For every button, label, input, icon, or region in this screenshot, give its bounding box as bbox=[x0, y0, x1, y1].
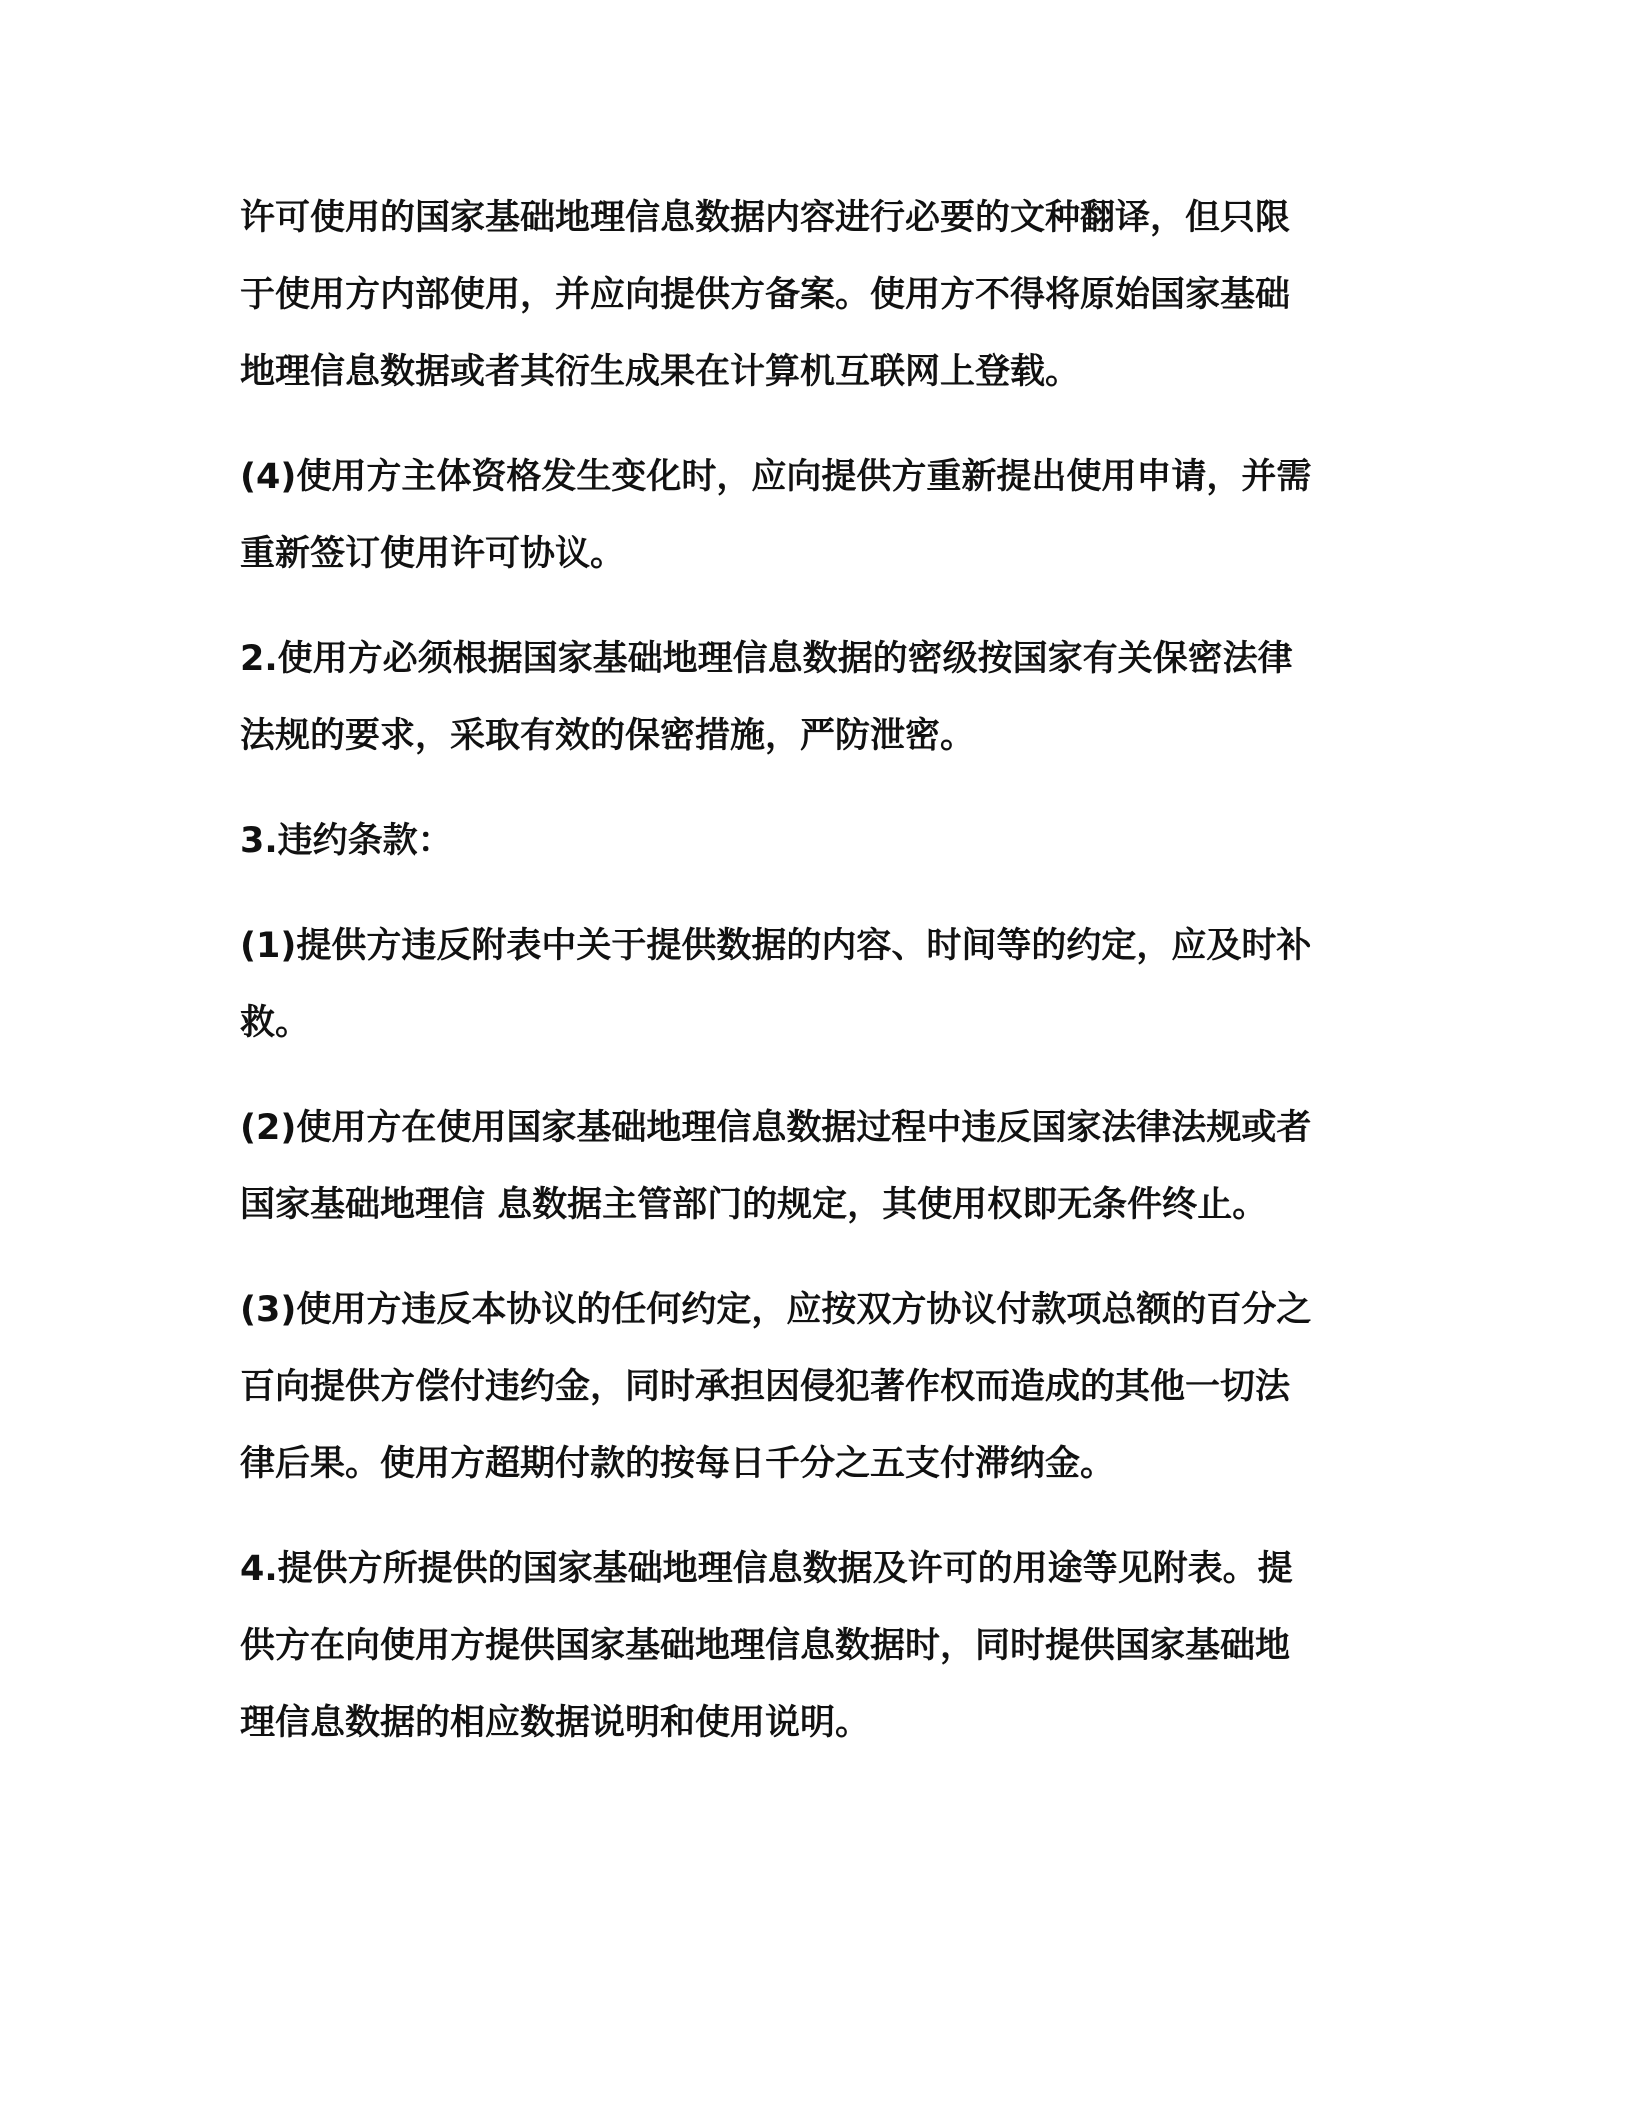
text-line: 4.提供方所提供的国家基础地理信息数据及许可的用途等见附表。提 bbox=[240, 1549, 1293, 1589]
section-heading: 3.违约条款： bbox=[240, 821, 453, 861]
text-line: 于使用方内部使用，并应向提供方备案。使用方不得将原始国家基础 bbox=[240, 275, 1291, 315]
paragraph-translation-clause bbox=[240, 180, 1370, 411]
paragraph-item-3 bbox=[240, 1272, 1370, 1503]
paragraph-section-3-heading bbox=[240, 803, 1370, 880]
text-line: (1)提供方违反附表中关于提供数据的内容、时间等的约定，应及时补 bbox=[240, 926, 1312, 966]
text-line: 理信息数据的相应数据说明和使用说明。 bbox=[240, 1703, 871, 1743]
text-line: (2)使用方在使用国家基础地理信息数据过程中违反国家法律法规或者 bbox=[240, 1108, 1312, 1148]
text-line: 救。 bbox=[240, 1003, 311, 1043]
paragraph-item-1 bbox=[240, 908, 1370, 1062]
text-line: 2.使用方必须根据国家基础地理信息数据的密级按国家有关保密法律 bbox=[240, 639, 1293, 679]
document-body bbox=[240, 180, 1370, 1790]
paragraph-section-4 bbox=[240, 1531, 1370, 1762]
text-line: 供方在向使用方提供国家基础地理信息数据时，同时提供国家基础地 bbox=[240, 1626, 1291, 1666]
text-line: 重新签订使用许可协议。 bbox=[240, 534, 626, 574]
paragraph-item-2 bbox=[240, 1090, 1370, 1244]
text-line: 国家基础地理信 息数据主管部门的规定，其使用权即无条件终止。 bbox=[240, 1185, 1268, 1225]
paragraph-section-2 bbox=[240, 621, 1370, 775]
text-line: (3)使用方违反本协议的任何约定，应按双方协议付款项总额的百分之 bbox=[240, 1290, 1312, 1330]
text-line: (4)使用方主体资格发生变化时，应向提供方重新提出使用申请，并需 bbox=[240, 457, 1312, 497]
text-line: 百向提供方偿付违约金，同时承担因侵犯著作权而造成的其他一切法 bbox=[240, 1367, 1291, 1407]
text-line: 许可使用的国家基础地理信息数据内容进行必要的文种翻译，但只限 bbox=[240, 198, 1291, 238]
text-line: 律后果。使用方超期付款的按每日千分之五支付滞纳金。 bbox=[240, 1444, 1116, 1484]
text-line: 法规的要求，采取有效的保密措施，严防泄密。 bbox=[240, 716, 976, 756]
paragraph-item-4 bbox=[240, 439, 1370, 593]
text-line: 地理信息数据或者其衍生成果在计算机互联网上登载。 bbox=[240, 352, 1081, 392]
